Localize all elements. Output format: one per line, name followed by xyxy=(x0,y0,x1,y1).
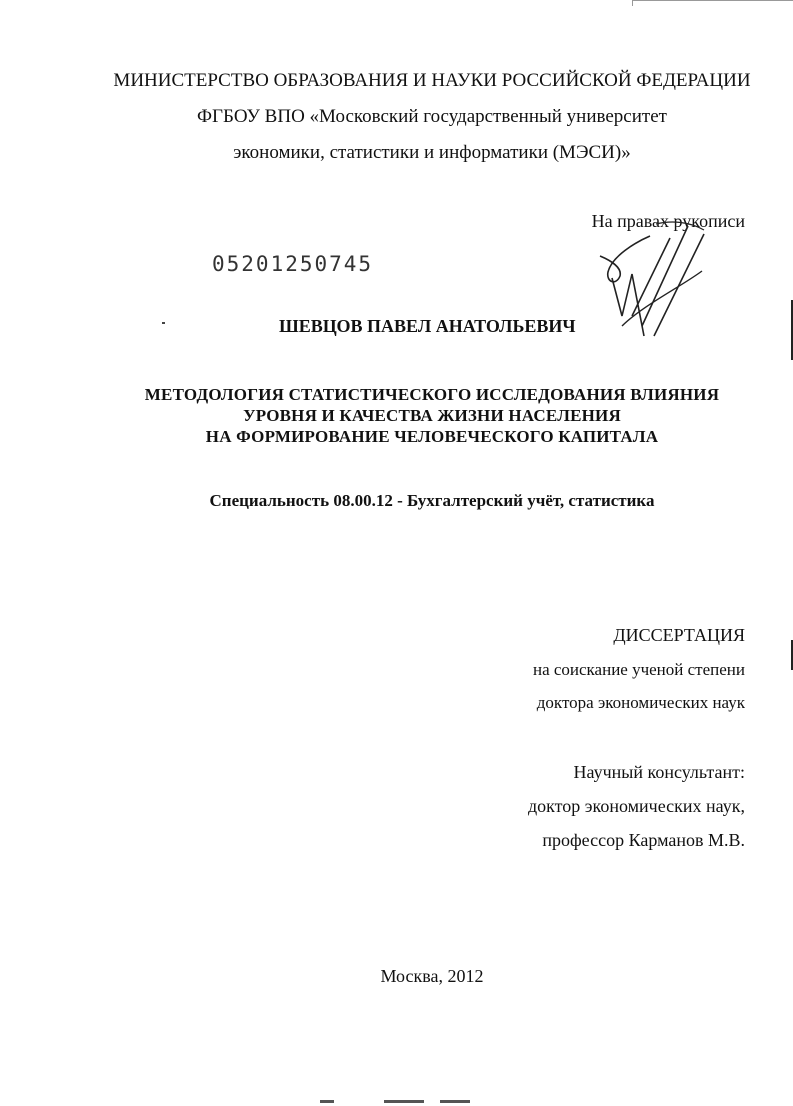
degree-line-2: доктора экономических наук xyxy=(536,693,745,712)
scan-mark xyxy=(440,1100,470,1103)
title-line-2: УРОВНЯ И КАЧЕСТВА ЖИЗНИ НАСЕЛЕНИЯ xyxy=(243,406,621,425)
document-type: ДИССЕРТАЦИЯ xyxy=(613,625,745,645)
city-year: Москва, 2012 xyxy=(380,966,484,986)
advisor-degree: доктор экономических наук, xyxy=(528,796,745,816)
scan-mark xyxy=(320,1100,334,1103)
university-line-2: экономики, статистики и информатики (МЭСИ)» xyxy=(233,142,631,163)
advisor-name: профессор Карманов М.В. xyxy=(542,830,745,850)
author-name: ШЕВЦОВ ПАВЕЛ АНАТОЛЬЕВИЧ xyxy=(279,316,576,336)
title-line-1: МЕТОДОЛОГИЯ СТАТИСТИЧЕСКОГО ИССЛЕДОВАНИЯ ВЛИЯНИЯ xyxy=(144,385,720,404)
university-line-1: ФГБОУ ВПО «Московский государственный университет xyxy=(197,106,667,127)
scan-frame-line xyxy=(632,0,633,6)
manuscript-rights-note: На правах рукописи xyxy=(591,211,745,231)
scan-speck xyxy=(162,322,165,324)
scan-frame-line xyxy=(632,0,793,1)
degree-line-1: на соискание ученой степени xyxy=(532,660,745,679)
scan-mark xyxy=(384,1100,424,1103)
handwritten-signature xyxy=(592,216,728,346)
title-line-3: НА ФОРМИРОВАНИЕ ЧЕЛОВЕЧЕСКОГО КАПИТАЛА xyxy=(205,427,659,446)
registration-number-stamp: 05201250745 xyxy=(212,252,374,276)
ministry-heading: МИНИСТЕРСТВО ОБРАЗОВАНИЯ И НАУКИ РОССИЙСКОЙ ФЕДЕРАЦИИ xyxy=(113,70,751,91)
specialty-line: Специальность 08.00.12 - Бухгалтерский учёт, статистика xyxy=(209,491,655,510)
advisor-label: Научный консультант: xyxy=(573,762,745,782)
